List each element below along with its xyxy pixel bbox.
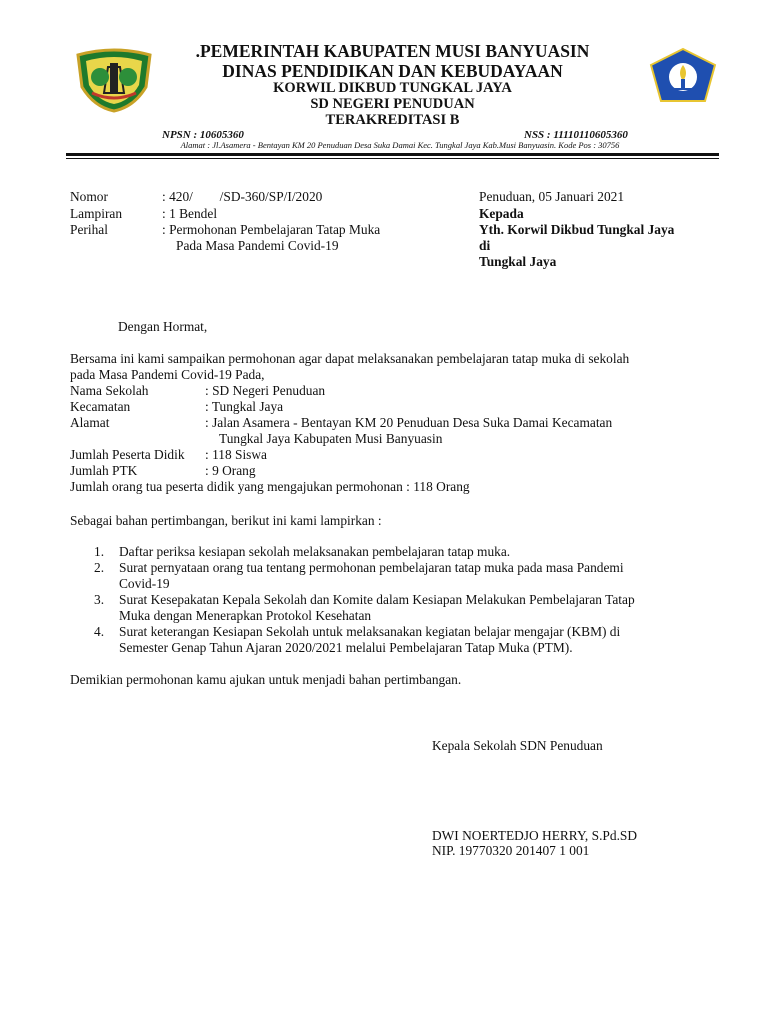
tut-wuri-handayani-logo	[649, 47, 717, 105]
greeting: Dengan Hormat,	[118, 319, 208, 334]
letterhead-department: DINAS PENDIDIKAN DAN KEBUDAYAAN	[222, 61, 563, 81]
field-value: : Tungkal Jaya	[205, 399, 284, 414]
field-label: Nama Sekolah	[70, 383, 149, 398]
signature-nip: NIP. 19770320 201407 1 001	[432, 843, 590, 858]
field-value: : 118 Siswa	[205, 447, 267, 462]
signature-title: Kepala Sekolah SDN Penuduan	[432, 738, 603, 753]
letterhead-accreditation: TERAKREDITASI B	[325, 112, 460, 128]
intro-line-2: pada Masa Pandemi Covid-19 Pada,	[70, 367, 265, 382]
recipient-place: Tungkal Jaya	[479, 254, 557, 269]
field-value-continued: Tungkal Jaya Kabupaten Musi Banyuasin	[219, 431, 443, 446]
signature-name: DWI NOERTEDJO HERRY, S.Pd.SD	[432, 828, 638, 843]
list-item-continued: Semester Genap Tahun Ajaran 2020/2021 melalui Pembelajaran Tatap Muka (PTM).	[119, 640, 573, 655]
list-item: Surat keterangan Kesiapan Sekolah untuk melaksanakan kegiatan belajar mengajar (KBM) di	[119, 624, 621, 639]
list-item-continued: Covid-19	[119, 576, 170, 591]
field-value: : 9 Orang	[205, 463, 256, 478]
letterhead-korwil: KORWIL DIKBUD TUNGKAL JAYA	[273, 80, 512, 96]
recipient-name: Yth. Korwil Dikbud Tungkal Jaya	[479, 222, 675, 237]
list-item: Surat Kesepakatan Kepala Sekolah dan Komite dalam Kesiapan Melakukan Pembelajaran Tatap	[119, 592, 635, 607]
letterhead-government: .PEMERINTAH KABUPATEN MUSI BANYUASIN	[195, 41, 590, 61]
school-address-line: Alamat : Jl.Asamera - Bentayan KM 20 Penuduan Desa Suka Damai Kec. Tungkal Jaya Kab.Musi Banyuasin. Kode Pos : 30756	[180, 140, 620, 150]
attachments-intro: Sebagai bahan pertimbangan, berikut ini kami lampirkan :	[70, 513, 382, 528]
closing-sentence: Demikian permohonan kamu ajukan untuk menjadi bahan pertimbangan.	[70, 672, 462, 687]
letterhead-school: SD NEGERI PENUDUAN	[310, 96, 475, 112]
nomor-label: Nomor	[70, 189, 108, 204]
musi-banyuasin-emblem	[74, 47, 154, 113]
list-item: Daftar periksa kesiapan sekolah melaksanakan pembelajaran tatap muka.	[119, 544, 511, 559]
lampiran-label: Lampiran	[70, 206, 123, 221]
nss-number: NSS : 11110110605360	[524, 129, 628, 141]
recipient-kepada: Kepada	[479, 206, 524, 221]
npsn-number: NPSN : 10605360	[162, 129, 244, 141]
list-number: 1.	[94, 544, 105, 559]
perihal-value-continued: Pada Masa Pandemi Covid-19	[176, 238, 339, 253]
list-item-continued: Muka dengan Menerapkan Protokol Kesehatan	[119, 608, 372, 623]
header-divider-thick	[66, 153, 719, 156]
recipient-di: di	[479, 238, 491, 253]
field-value: : SD Negeri Penuduan	[205, 383, 326, 398]
letter-date: Penuduan, 05 Januari 2021	[479, 189, 625, 204]
list-number: 4.	[94, 624, 105, 639]
perihal-label: Perihal	[70, 222, 108, 237]
lampiran-value: : 1 Bendel	[162, 206, 218, 221]
list-number: 3.	[94, 592, 105, 607]
field-label: Kecamatan	[70, 399, 131, 414]
parents-count: Jumlah orang tua peserta didik yang mengajukan permohonan : 118 Orang	[70, 479, 470, 494]
list-item: Surat pernyataan orang tua tentang permohonan pembelajaran tatap muka pada masa Pandemi	[119, 560, 624, 575]
perihal-value: : Permohonan Pembelajaran Tatap Muka	[162, 222, 381, 237]
intro-line-1: Bersama ini kami sampaikan permohonan agar dapat melaksanakan pembelajaran tatap muka di sekolah	[70, 351, 630, 366]
field-label: Jumlah PTK	[70, 463, 138, 478]
field-label: Alamat	[70, 415, 110, 430]
list-number: 2.	[94, 560, 105, 575]
header-divider-thin	[66, 158, 719, 159]
nomor-value: : 420/ /SD-360/SP/I/2020	[162, 189, 323, 204]
field-value: : Jalan Asamera - Bentayan KM 20 Penuduan Desa Suka Damai Kecamatan	[205, 415, 613, 430]
field-label: Jumlah Peserta Didik	[70, 447, 185, 462]
